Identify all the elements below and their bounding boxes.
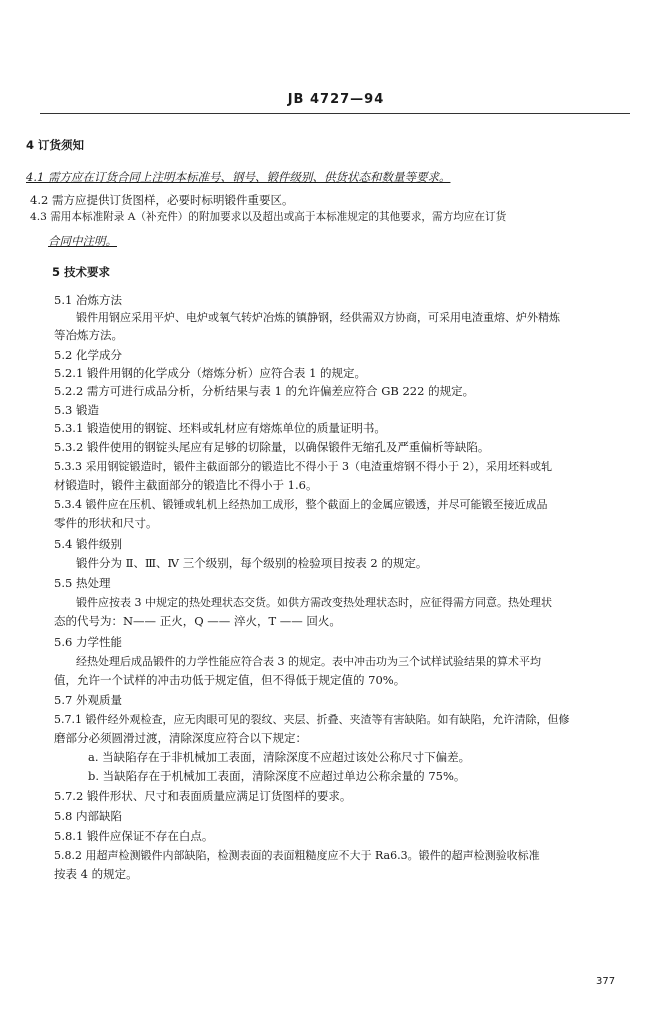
- clause-5-6-line1: 经热处理后成品锻件的力学性能应符合表 3 的规定。表中冲击功为三个试样试验结果的算术平均: [76, 655, 541, 668]
- clause-5-1-title: 5.1 冶炼方法: [54, 293, 122, 307]
- clause-5-2-title: 5.2 化学成分: [54, 348, 122, 362]
- clause-5-3-2: 5.3.2 锻件使用的钢锭头尾应有足够的切除量，以确保锻件无缩孔及严重偏析等缺陷。: [54, 440, 490, 454]
- clause-5-3-1: 5.3.1 锻造使用的钢锭、坯料或轧材应有熔炼单位的质量证明书。: [54, 421, 386, 435]
- clause-5-4-title: 5.4 锻件级别: [54, 537, 122, 551]
- clause-5-3-4-line1: 5.3.4 锻件应在压机、锻锤或轧机上经热加工成形，整个截面上的金属应锻透，并尽可能锻至接近成品: [54, 498, 548, 511]
- header-divider: [40, 113, 630, 114]
- clause-5-8-2-line1: 5.8.2 用超声检测锻件内部缺陷，检测表面的表面粗糙度应不大于 Ra6.3。锻件的超声检测验收标准: [54, 849, 540, 862]
- section-4-heading: 4 订货须知: [26, 138, 85, 152]
- clause-5-3-3-line2: 材锻造时，锻件主截面部分的锻造比不得小于 1.6。: [54, 478, 318, 492]
- page-header: JB 4727—94: [287, 92, 385, 107]
- clause-5-2-1: 5.2.1 锻件用钢的化学成分（熔炼分析）应符合表 1 的规定。: [54, 366, 367, 380]
- clause-4-2: 4.2 需方应提供订货图样，必要时标明锻件重要区。: [30, 193, 294, 207]
- clause-5-5-line2: 态的代号为：N—— 正火，Q —— 淬火，T —— 回火。: [54, 614, 341, 628]
- clause-5-5-title: 5.5 热处理: [54, 576, 111, 590]
- clause-5-8-2-line2: 按表 4 的规定。: [54, 867, 138, 881]
- clause-5-8-1: 5.8.1 锻件应保证不存在白点。: [54, 829, 214, 843]
- clause-5-6-line2: 值，允许一个试样的冲击功低于规定值，但不得低于规定值的 70%。: [54, 673, 406, 687]
- clause-5-8-title: 5.8 内部缺陷: [54, 809, 122, 823]
- clause-5-7-title: 5.7 外观质量: [54, 693, 122, 707]
- clause-5-6-title: 5.6 力学性能: [54, 635, 122, 649]
- page-number: 377: [596, 976, 616, 987]
- clause-5-7-1-b: b. 当缺陷存在于机械加工表面，清除深度不应超过单边公称余量的 75%。: [88, 769, 466, 783]
- clause-5-1-line1: 锻件用钢应采用平炉、电炉或氧气转炉冶炼的镇静钢，经供需双方协商，可采用电渣重熔、炉外精炼: [76, 311, 560, 324]
- clause-5-4-line1: 锻件分为 Ⅱ、Ⅲ、Ⅳ 三个级别，每个级别的检验项目按表 2 的规定。: [76, 556, 428, 570]
- clause-4-3-line2: 合同中注明。: [48, 234, 117, 248]
- clause-5-3-4-line2: 零件的形状和尺寸。: [54, 516, 158, 530]
- clause-5-3-3-line1: 5.3.3 采用钢锭锻造时，锻件主截面部分的锻造比不得小于 3（电渣重熔钢不得小于 2），采用坯料或轧: [54, 460, 552, 473]
- clause-4-3-line1: 4.3 需用本标准附录 A（补充件）的附加要求以及超出或高于本标准规定的其他要求，需方均应在订货: [30, 211, 507, 223]
- section-5-heading: 5 技术要求: [52, 265, 111, 279]
- clause-4-1: 4.1 需方应在订货合同上注明本标准号、钢号、锻件级别、供货状态和数量等要求。: [26, 170, 451, 184]
- clause-5-7-1-line1: 5.7.1 锻件经外观检查，应无肉眼可见的裂纹、夹层、折叠、夹渣等有害缺陷。如有缺陷，允许清除，但修: [54, 713, 570, 726]
- clause-5-1-line2: 等冶炼方法。: [54, 328, 123, 342]
- clause-5-7-1-line2: 磨部分必须圆滑过渡，清除深度应符合以下规定：: [54, 731, 307, 745]
- clause-5-7-2: 5.7.2 锻件形状、尺寸和表面质量应满足订货图样的要求。: [54, 789, 352, 803]
- clause-5-5-line1: 锻件应按表 3 中规定的热处理状态交货。如供方需改变热处理状态时，应征得需方同意。热处理状: [76, 596, 552, 609]
- clause-5-3-title: 5.3 锻造: [54, 403, 99, 417]
- clause-5-2-2: 5.2.2 需方可进行成品分析，分析结果与表 1 的允许偏差应符合 GB 222 的规定。: [54, 384, 475, 398]
- clause-5-7-1-a: a. 当缺陷存在于非机械加工表面，清除深度不应超过该处公称尺寸下偏差。: [88, 750, 471, 764]
